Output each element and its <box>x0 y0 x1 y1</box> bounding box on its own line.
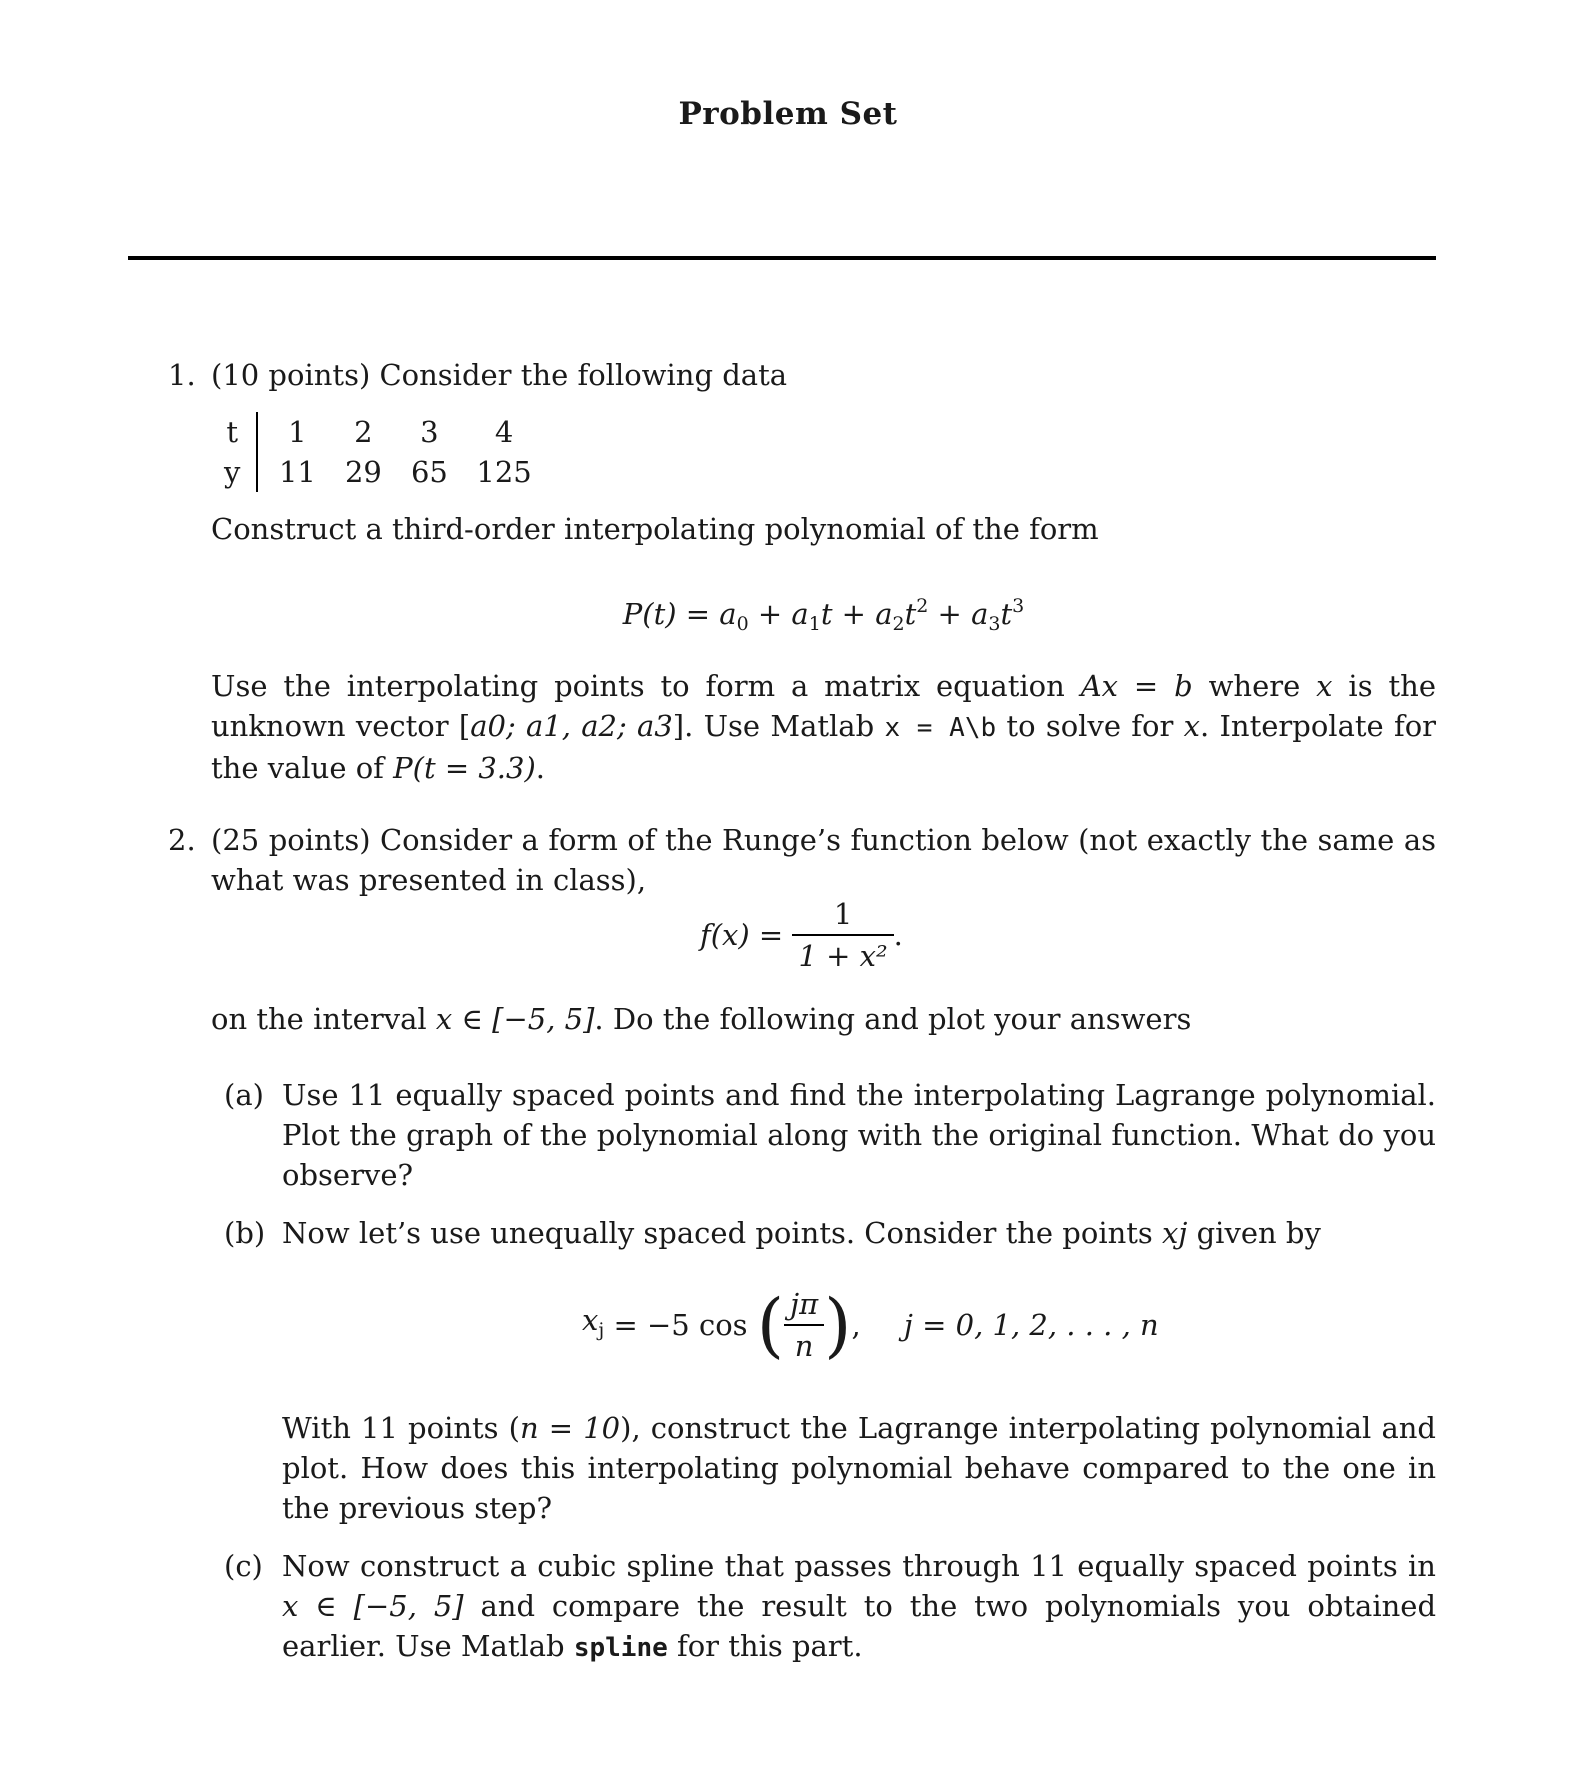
runge-fraction: $\frac{1}{\text{1 + x²}}$ <box>792 894 893 976</box>
title-rule <box>128 256 1436 260</box>
problem-1-body: Use the interpolating points to form a matrix equation Ax = b where x is the unknown vector [a0; a1, a2; a3]. Use Matlab x = A\b to solve for x. Interpolate for the value of P(t = 3.3). <box>211 669 1437 785</box>
math-eval: P(t = 3.3) <box>393 751 536 785</box>
math-vector: a0; a1, a2; a3 <box>470 709 673 743</box>
problem-1-intro: Construct a third-order interpolating polynomial of the form <box>211 512 1099 546</box>
part-b-intro: Now let’s use unequally spaced points. Consider the points xj given by <box>282 1216 1321 1250</box>
runge-function: f(x) = $\frac{1}{\text{1 + x²}}$ . <box>700 894 903 976</box>
problem-1-header: (10 points) Consider the following data <box>211 358 788 392</box>
chebyshev-equation: $x_j = -5$ cos ( $\frac{j\pi}{n}$ ), j = 0, 1, 2, . . . , n <box>582 1284 1159 1366</box>
table-cell: 29 <box>344 455 382 489</box>
runge-lhs: f(x) = <box>700 918 784 952</box>
part-c-label: (c) <box>224 1549 263 1583</box>
math-ax-b: Ax = b <box>1080 669 1193 703</box>
math-n: n = 10 <box>520 1411 621 1445</box>
math-interval-c: x ∈ [−5, 5] <box>282 1589 464 1623</box>
table-cell: 4 <box>494 415 514 449</box>
part-b-text: With 11 points (n = 10), construct the Lagrange interpolating polynomial and plot. How does this interpolating polynomial behave compared to the one in the previous step? <box>282 1411 1436 1525</box>
math-interval: x ∈ [−5, 5] <box>435 1002 595 1036</box>
part-b-label: (b) <box>224 1216 266 1250</box>
part-a-text: Use 11 equally spaced points and find the interpolating Lagrange polynomial. Plot the graph of the polynomial along with the original function. What do you observe? <box>282 1078 1436 1192</box>
table-cell: 11 <box>278 455 316 489</box>
math-xj: xj <box>1162 1216 1188 1250</box>
equation-rhs: $a_0 + a_1t + a_2t^2 + a_3t^3$ <box>719 595 1025 635</box>
table-cell: 1 <box>288 415 307 449</box>
part-c-text: Now construct a cubic spline that passes through 11 equally spaced points in x ∈ [−5, 5] and compare the result to the two polynomials you obtained earlier. Use Matlab spline for this part. <box>282 1549 1437 1663</box>
problem-2-header: (25 points) Consider a form of the Runge’s function below (not exactly the same as what was presented in class), <box>211 823 1436 897</box>
code-solve: x = A\b <box>884 713 997 743</box>
interval-text: on the interval x ∈ [−5, 5]. Do the following and plot your answers <box>211 1002 1192 1036</box>
problem-1-number: 1. <box>168 358 196 392</box>
chebyshev-fraction: $\frac{j\pi}{n}$ <box>784 1284 824 1366</box>
part-a-label: (a) <box>224 1078 264 1112</box>
index-range: j = 0, 1, 2, . . . , n <box>903 1308 1159 1342</box>
equation-lhs: P(t) = <box>622 597 720 631</box>
table-label-y: y <box>224 452 257 492</box>
page-title: Problem Set <box>678 96 898 132</box>
table-cell: 2 <box>354 415 373 449</box>
table-cell: 125 <box>476 455 532 489</box>
table-cell: 3 <box>420 415 439 449</box>
problem-2-number: 2. <box>168 823 196 857</box>
table-row-y <box>224 452 546 492</box>
table-cell: 65 <box>410 455 448 489</box>
table-label-t: t <box>224 412 257 452</box>
code-spline: spline <box>573 1633 668 1663</box>
polynomial-equation <box>211 586 1436 644</box>
table-row-t <box>224 412 546 452</box>
data-table <box>224 412 546 492</box>
